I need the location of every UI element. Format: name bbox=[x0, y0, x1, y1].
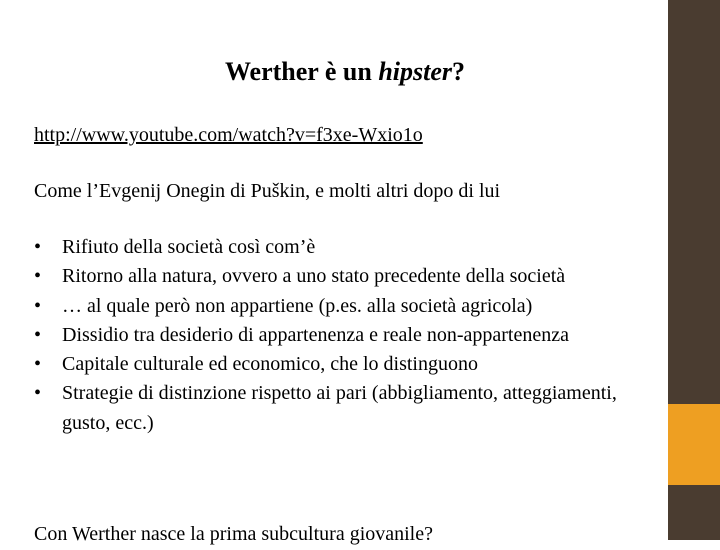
slide-title bbox=[0, 52, 690, 92]
bullet-icon: • bbox=[34, 265, 42, 288]
bullet-text: Ritorno alla natura, ovvero a uno stato precedente della società bbox=[62, 265, 566, 288]
bullet-text: Dissidio tra desiderio di appartenenza e reale non-appartenenza bbox=[62, 323, 569, 346]
slide-title-prefix: Werther è un bbox=[224, 57, 379, 86]
side-accent-block bbox=[668, 404, 720, 485]
bullet-icon: • bbox=[34, 294, 42, 317]
closing-question: Con Werther nasce la prima subcultura giovanile? bbox=[34, 523, 433, 545]
bullet-item bbox=[34, 262, 659, 291]
bullet-text: Rifiuto della società così com’è bbox=[62, 236, 316, 258]
bullet-item bbox=[34, 292, 659, 321]
bullet-icon: • bbox=[34, 323, 42, 346]
bullet-item bbox=[34, 233, 659, 262]
slide-title-suffix: ? bbox=[452, 57, 466, 86]
bullet-item bbox=[34, 321, 659, 350]
intro-text: Come l’Evgenij Onegin di Puškin, e molti altri dopo di lui bbox=[34, 180, 501, 202]
bullet-text: Strategie di distinzione rispetto ai pari (abbigliamento, atteggiamenti, gusto, ecc.) bbox=[62, 382, 617, 434]
bullet-item bbox=[34, 350, 659, 379]
bullet-icon: • bbox=[34, 236, 42, 258]
bullet-text: Capitale culturale ed economico, che lo distinguono bbox=[62, 353, 478, 376]
bullet-text: … al quale però non appartiene (p.es. alla società agricola) bbox=[62, 294, 533, 317]
bullet-item bbox=[34, 379, 659, 438]
bullet-icon: • bbox=[34, 353, 42, 376]
slide-title-italic: hipster bbox=[378, 57, 453, 86]
bullet-icon: • bbox=[34, 382, 42, 405]
bullet-list bbox=[34, 233, 659, 438]
youtube-link[interactable]: http://www.youtube.com/watch?v=f3xe-Wxio1o bbox=[34, 124, 423, 146]
